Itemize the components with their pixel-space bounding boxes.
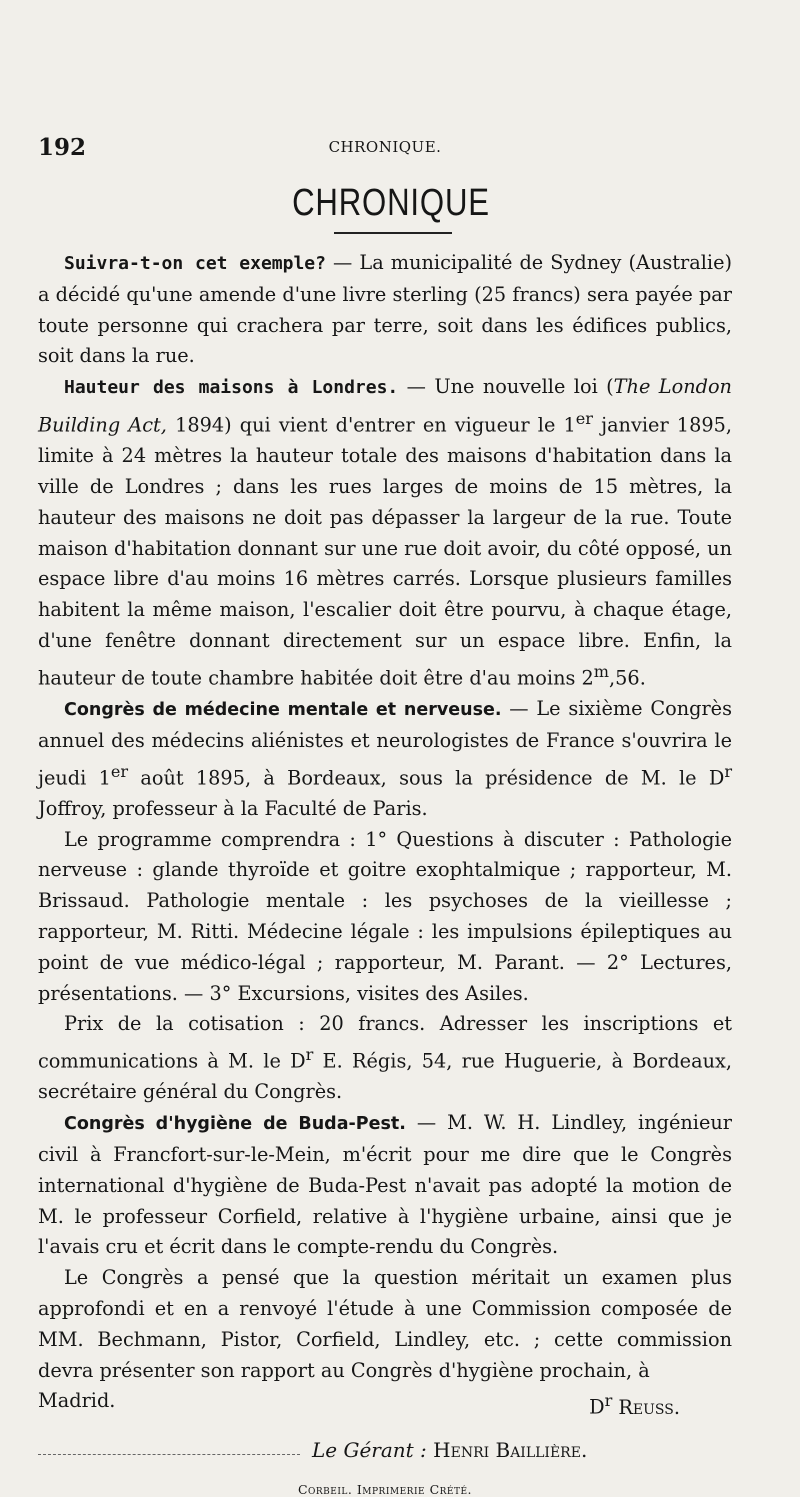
gerant-label: Le Gérant :: [312, 1437, 427, 1462]
page: [38, 128, 732, 1497]
paragraph-text: ,56.: [609, 666, 646, 690]
paragraph-lead: Hauteur des maisons à Londres.: [64, 377, 399, 399]
closing-place: Madrid.: [38, 1389, 116, 1413]
running-head: [38, 128, 732, 164]
law-title: The London Building Act,: [38, 375, 732, 437]
signature-prefix: D: [589, 1395, 605, 1419]
paragraph-lead: Congrès de médecine mentale et nerveuse.: [64, 700, 502, 720]
dashed-rule-left: [38, 1454, 300, 1455]
running-title: CHRONIQUE.: [328, 138, 442, 156]
gerant-line: [38, 1438, 732, 1468]
superscript: r: [724, 761, 732, 781]
paragraph-text: E. Régis, 54, rue Huguerie, à Bordeaux, secrétaire général du Congrès.: [38, 1049, 732, 1104]
gerant-name: Henri Baillière.: [433, 1437, 588, 1462]
title-rule: [334, 232, 452, 234]
paragraph-programme: Le programme comprendra : 1° Questions à discuter : Pathologie nerveuse : glande thyroïde et goitre exophtalmique ; rapporteur, M. Brissaud. Pathologie mentale : les psychoses de la vieillesse ; rapporteur, M. Ritti. Médecine légale : les impulsions épileptiques au point de vue médico-légal ; rapporteur, M. Parant. — 2° Lectures, présentations. — 3° Excursions, visites des Asiles.: [38, 827, 732, 1005]
paragraph-text: août 1895, à Bordeaux, sous la présidence de M. le D: [128, 766, 725, 790]
paragraph-cotisation: [38, 1009, 732, 1108]
paragraph-text: — M. W. H. Lindley, ingénieur civil à Francfort-sur-le-Mein, m'écrit pour me dire que le Congrès international d'hygiène de Buda-Pest n'avait pas adopté la motion de M. le professeur Corfield, relative à l'hygiène urbaine, ainsi que je l'avais cru et écrit dans le compte-rendu du Congrès.: [38, 1111, 733, 1259]
paragraph-text: 1894) qui vient d'entrer en vigueur le 1: [166, 413, 576, 437]
paragraph-lead: Congrès d'hygiène de Buda-Pest.: [64, 1114, 406, 1135]
paragraph-text: Prix de la cotisation : 20 francs. Adresser les inscriptions et communications à M. le D: [38, 1012, 732, 1073]
article-body: [38, 248, 732, 1424]
paragraph-text: — Le sixième Congrès annuel des médecins aliénistes et neurologistes de France s'ouvrira le jeudi 1: [38, 697, 732, 790]
paragraph-text: — La municipalité de Sydney (Australie) a décidé qu'une amende d'une livre sterling (25 francs) sera payée par toute personne qui crachera par terre, soit dans les édifices publics, soit dans la rue.: [38, 251, 732, 368]
imprint-city: Corbeil.: [297, 1481, 353, 1497]
paragraph-congres-medecine: [38, 694, 732, 825]
closing-line: [38, 1386, 732, 1423]
signature-name: Reuss.: [612, 1395, 680, 1419]
paragraph-sydney: [38, 248, 732, 372]
section-title: CHRONIQUE: [292, 182, 490, 224]
imprint-printer: Crété.: [429, 1481, 473, 1497]
imprint: [38, 1482, 732, 1497]
paragraph-commission: Le Congrès a pensé que la question méritait un examen plus approfondi et en a renvoyé l'étude à une Commission composée de MM. Bechmann, Pistor, Corfield, Lindley, etc. ; cette commission devra présenter son rapport au Congrès d'hygiène prochain, à: [38, 1266, 732, 1382]
paragraph-lead: Suivra-t-on cet exemple?: [64, 253, 326, 274]
superscript: m: [593, 661, 610, 681]
superscript: r: [604, 1391, 613, 1411]
page-number: 192: [38, 134, 87, 161]
paragraph-text: Joffroy, professeur à la Faculté de Paris.: [38, 796, 428, 820]
paragraph-text: — Une nouvelle loi (: [398, 375, 614, 399]
paragraph-text: janvier 1895, limite à 24 mètres la hauteur totale des maisons d'habitation dans la ville de Londres ; dans les rues larges de moins de 15 mètres, la hauteur des maisons ne doit pas dépasser la largeur de la rue. Toute maison d'habitation donnant sur une rue doit avoir, du côté opposé, un espace libre d'au moins 16 mètres carrés. Lorsque plusieurs familles habitent la même maison, l'escalier doit être pourvu, à chaque étage, d'une fenêtre donnant directement sur un espace libre. Enfin, la hauteur de toute chambre habitée doit être d'au moins 2: [38, 413, 732, 690]
paragraph-buda-pest: [38, 1108, 732, 1263]
superscript: er: [575, 408, 593, 428]
gerant: [312, 1438, 587, 1462]
author-signature: [589, 1386, 732, 1423]
superscript: r: [305, 1045, 314, 1065]
imprint-text: Imprimerie: [352, 1481, 430, 1497]
superscript: er: [110, 761, 129, 781]
paragraph-londres: [38, 372, 732, 694]
